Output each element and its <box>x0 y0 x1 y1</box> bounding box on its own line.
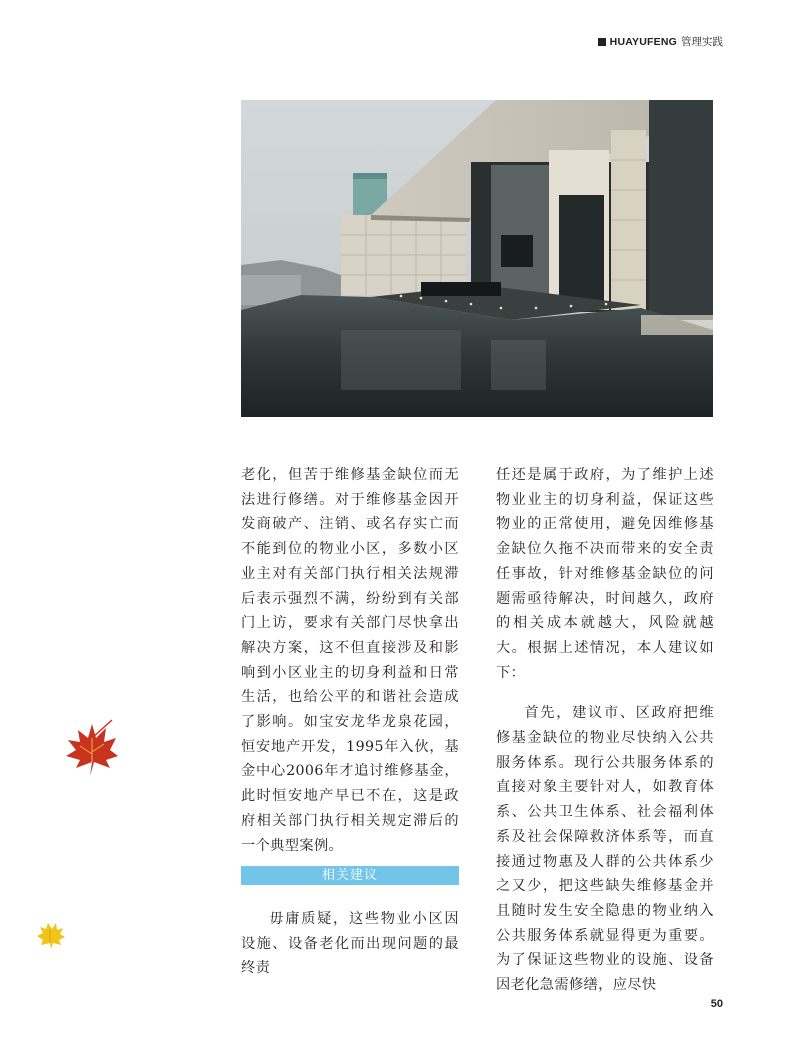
header-square-icon <box>598 38 606 46</box>
left-column <box>241 463 459 858</box>
running-header <box>598 34 723 49</box>
section-heading: 相关建议 <box>241 866 459 885</box>
left-column-text: 老化，但苦于维修基金缺位而无法进行修缮。对于维修基金因开发商破产、注销、或名存实亡而不能到位的物业小区，多数小区业主对有关部门执行相关法规滞后表示强烈不满，纷纷到有关部门上访，要求有关部门尽快拿出解决方案，这不但直接涉及和影响到小区业主的切身利益和日常生活，也给公平的和谐社会造成了影响。如宝安龙华龙泉花园，恒安地产开发，1995年入伙，基金中心2006年才追讨维修基金，此时恒安地产早已不在，这是政府相关部门执行相关规定滞后的一个典型案例。 <box>241 467 459 854</box>
photo-illustration <box>241 100 713 417</box>
yellow-leaf-icon <box>36 921 66 951</box>
page-number: 50 <box>710 998 723 1010</box>
right-column-para2: 首先，建议市、区政府把维修基金缺位的物业尽快纳入公共服务体系。现行公共服务体系的直接对象主要针对人，如教育体系、公共卫生体系、社会福利体系及社会保障救济体系等，而直接通过物惠及人群的公共体系少之又少，把这些缺失维修基金并且随时发生安全隐患的物业纳入公共服务体系就显得更为重要。为了保证这些物业的设施、设备因老化急需修缮，应尽快 <box>496 705 714 994</box>
poolside-terrace-photo <box>241 100 713 417</box>
right-column-para1: 任还是属于政府，为了维护上述物业业主的切身利益，保证这些物业的正常使用，避免因维修基金缺位久拖不决而带来的安全责任事故，针对维修基金缺位的问题需亟待解决，时间越久，政府的相关成本就越大，风险就越大。根据上述情况，本人建议如下： <box>496 467 714 681</box>
left-column-2-text: 毋庸质疑，这些物业小区因设施、设备老化而出现问题的最终责 <box>241 911 459 977</box>
left-column-continued <box>241 907 459 981</box>
header-brand: HUAYUFENG <box>609 35 677 48</box>
header-section: 管理实践 <box>681 36 723 48</box>
maple-leaf-icon <box>62 718 120 778</box>
right-column <box>496 463 714 998</box>
